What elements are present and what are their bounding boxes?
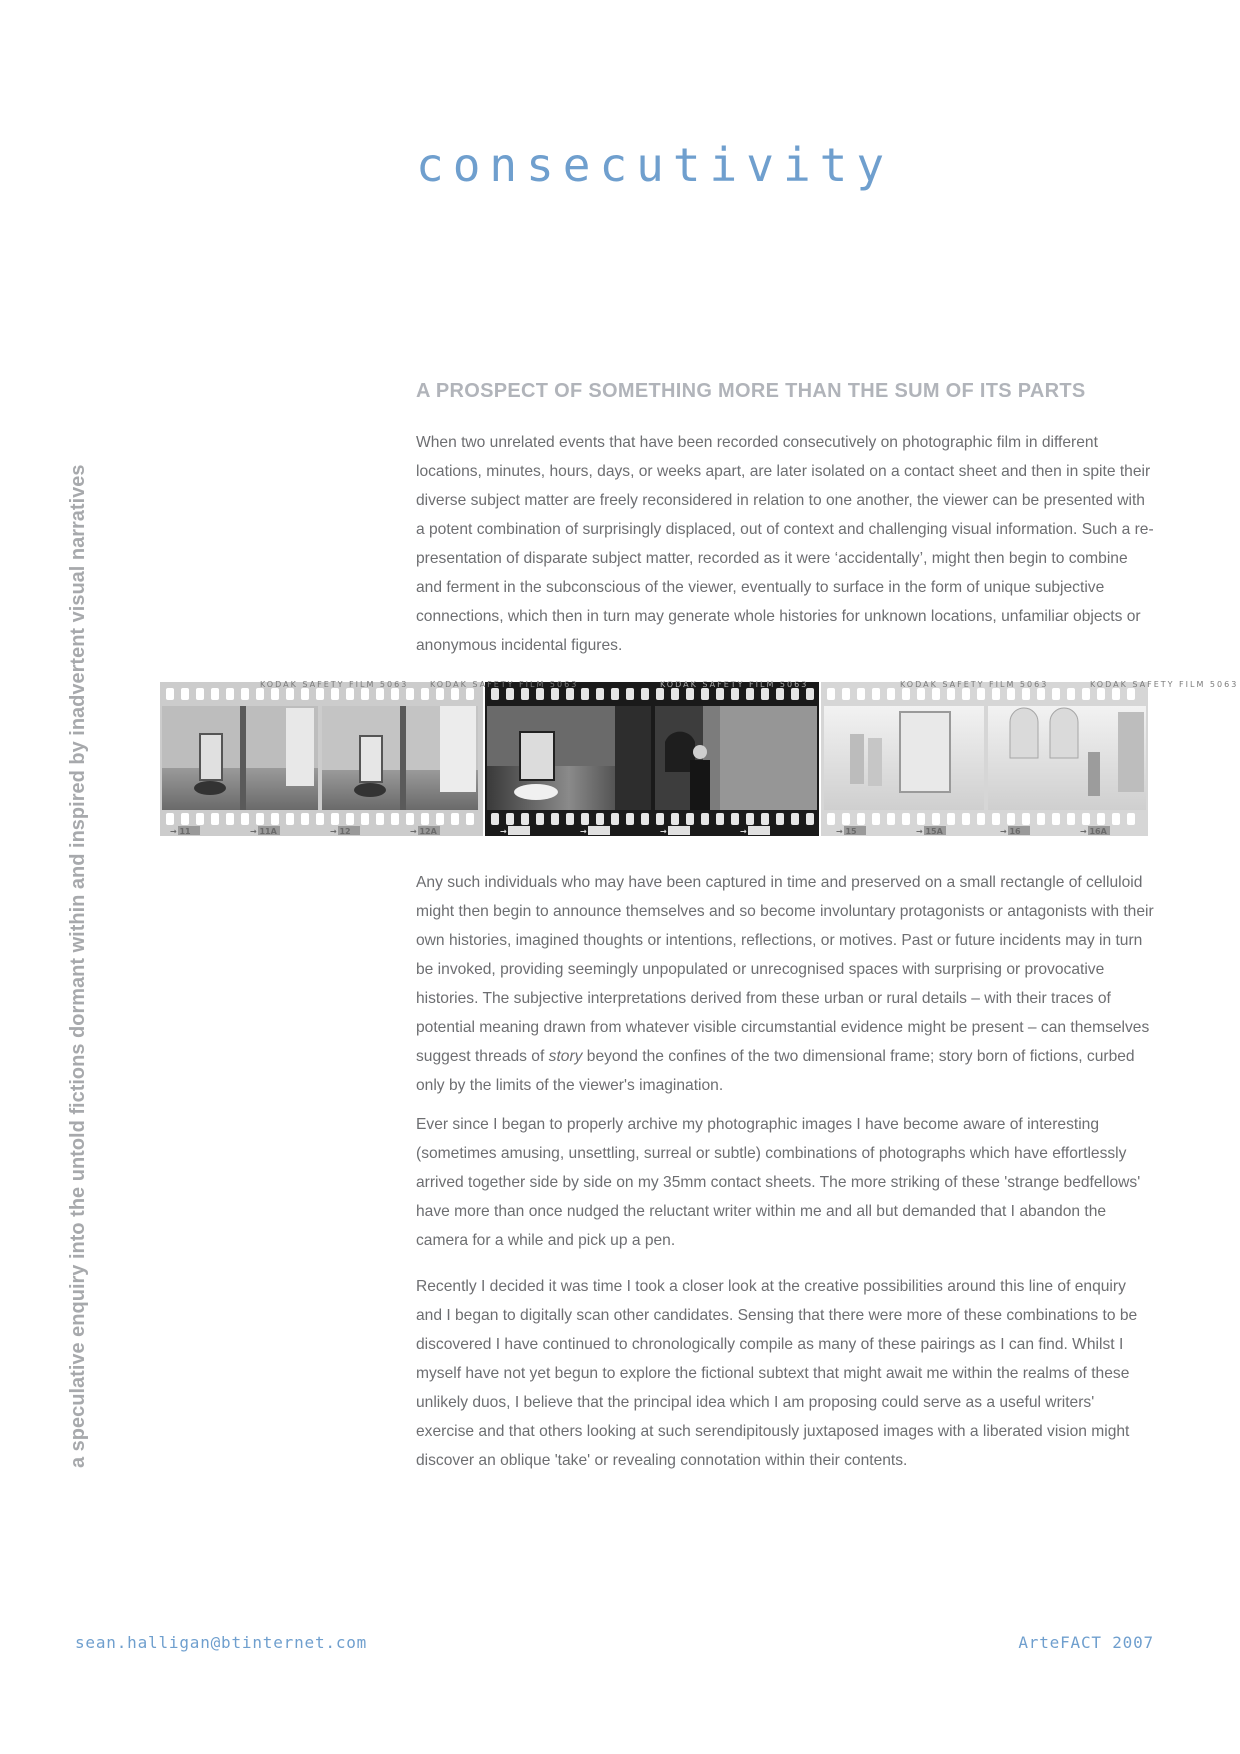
film-perforation [977,813,985,825]
film-perforation [1097,688,1105,700]
film-perforation [626,688,634,700]
film-perforation [716,813,724,825]
film-perforation [701,688,709,700]
film-perforation [671,688,679,700]
film-perforation [346,813,354,825]
body-paragraph-2-part-1: Any such individuals who may have been captured in time and preserved on a small rectangle of celluloid might then begin to announce themselves and so become involuntary protagonists or antagonists with their own histories, imagined thoughts or intentions, reflections, or motives. Past or future incidents may in turn be invoked, providing seemingly unpopulated or unrecognised spaces with surprising or provocative histories. The subjective interpretations derived from these urban or rural details – with their traces of potential meaning drawn from whatever visible circumstantial evidence might be present – can themselves suggest threads of [416,874,1154,1065]
film-perforation [977,688,985,700]
film-perforation [196,813,204,825]
film-perforation [1037,688,1045,700]
film-perforation [641,813,649,825]
film-perforation [656,813,664,825]
film-perforation [181,813,189,825]
film-perforation [361,813,369,825]
film-perforation [1127,813,1135,825]
film-edge-text: KODAK SAFETY FILM 5063 [1090,680,1239,689]
film-perforation [566,813,574,825]
film-perforation [746,813,754,825]
film-perforation [641,688,649,700]
film-perforation [887,813,895,825]
film-frame-number: → 13 [500,827,521,836]
film-perforation [241,813,249,825]
film-perforation [791,813,799,825]
film-perforation [947,688,955,700]
film-perforation [536,688,544,700]
film-perforation [992,688,1000,700]
film-frame-number: → 16 [1000,827,1021,836]
contact-email: sean.halligan@btinternet.com [75,1633,368,1652]
film-photo-3 [487,706,651,810]
film-perforation [902,688,910,700]
film-perforation [391,813,399,825]
film-photo-6 [988,706,1146,810]
film-perforation [842,813,850,825]
film-perforation [731,688,739,700]
film-perforation [842,688,850,700]
film-perforation [491,813,499,825]
film-perforation [902,813,910,825]
film-perforation [466,688,474,700]
film-edge-text: KODAK SAFETY FILM 5063 [430,680,579,689]
film-strip-1 [160,682,483,836]
film-perforation [701,813,709,825]
film-perforation [391,688,399,700]
film-perforation [436,813,444,825]
film-perforation [331,813,339,825]
film-photo-2 [322,706,478,810]
film-perforation [1097,813,1105,825]
film-perforation [962,688,970,700]
film-perforation [376,688,384,700]
film-perforation [857,813,865,825]
film-perforation [581,813,589,825]
film-perforation [301,813,309,825]
film-edge-labels [260,680,1238,689]
film-perforation [256,813,264,825]
film-perforation [686,688,694,700]
film-perforation [656,688,664,700]
film-perforation [181,688,189,700]
vertical-tagline: a speculative enquiry into the untold fictions dormant within and inspired by inadvertent visual narratives [67,464,89,1468]
film-perforation [746,688,754,700]
film-perforation [406,813,414,825]
film-perforation [1022,688,1030,700]
film-perforation [361,688,369,700]
film-perforation [421,813,429,825]
film-frame-number: → 13A [580,827,607,836]
film-perforation [436,688,444,700]
film-perforation [1037,813,1045,825]
film-perforation [827,813,835,825]
film-perforation [917,813,925,825]
film-perforation [1082,688,1090,700]
film-perforation [196,688,204,700]
film-strip-3 [821,682,1148,836]
film-perforation [872,813,880,825]
film-perforation [761,688,769,700]
film-perforation [376,813,384,825]
film-perforation [331,688,339,700]
film-perforation [611,813,619,825]
body-paragraph-4: Recently I decided it was time I took a closer look at the creative possibilities around this line of enquiry and I began to digitally scan other candidates. Sensing that there were more of these combinations to be discovered I have continued to chronologically compile as many of these pairings as I can find. Whilst I myself have not yet begun to explore the fictional subtext that might await me within the realms of these unlikely duos, I believe that the principal idea which I am proposing could serve as a useful writers' exercise and that others looking at such serendipitously juxtaposed images with a liberated vision might discover an oblique 'take' or revealing connotation within their contents. [416,1278,1138,1469]
film-perforation [716,688,724,700]
film-edge-text: KODAK SAFETY FILM 5063 [660,680,809,689]
film-perforation [211,813,219,825]
story-emphasis: story [548,1048,583,1065]
film-frame-number: → 11A [250,827,277,836]
section-heading: A PROSPECT OF SOMETHING MORE THAN THE SUM OF ITS PARTS [416,380,1086,402]
film-perforation [1007,813,1015,825]
film-perforation [241,688,249,700]
body-paragraph-2-part-2: beyond the confines of the two dimensional frame; story born of fictions, curbed only by the limits of the viewer's imagination. [416,1048,1135,1094]
film-perforation [226,813,234,825]
film-perforation [806,813,814,825]
film-perforation [286,813,294,825]
film-photo-4 [655,706,817,810]
film-perforation [466,813,474,825]
film-perforation [596,688,604,700]
body-paragraph-1: When two unrelated events that have been recorded consecutively on photographic film in different locations, minutes, hours, days, or weeks apart, are later isolated on a contact sheet and then in spite their diverse subject matter are freely reconsidered in relation to one another, the viewer can be presented with a potent combination of surprisingly displaced, out of context and challenging visual information. Such a re-presentation of disparate subject matter, recorded as it were ‘accidentally’, might then begin to combine and ferment in the subconscious of the viewer, eventually to surface in the form of unique subjective connections, which then in turn may generate whole histories for unknown locations, unfamiliar objects or anonymous incidental figures. [416,434,1154,654]
film-perforation [226,688,234,700]
film-perforation [536,813,544,825]
film-perforation [791,688,799,700]
film-perforation [917,688,925,700]
film-perforation [887,688,895,700]
film-frame-number: → 12A [410,827,437,836]
film-strip-image [160,680,1239,836]
film-perforation [421,688,429,700]
film-perforation [581,688,589,700]
film-photo-5 [824,706,984,810]
film-perforation [256,688,264,700]
film-perforation [271,813,279,825]
film-edge-text: KODAK SAFETY FILM 5063 [900,680,1049,689]
film-perforation [872,688,880,700]
film-perforation [932,688,940,700]
footer-credit: ArteFACT 2007 [1018,1633,1154,1652]
film-perforation [166,688,174,700]
film-frame-number: → 15A [916,827,943,836]
film-perforation [992,813,1000,825]
film-perforation [857,688,865,700]
film-perforation [506,688,514,700]
film-perforation [316,688,324,700]
film-perforation [932,813,940,825]
film-frame-number: → 16A [1080,827,1107,836]
body-paragraph-2 [416,868,1156,1100]
film-perforation [827,688,835,700]
film-perforation [596,813,604,825]
film-perforation [1082,813,1090,825]
film-perforation [776,813,784,825]
film-perforation [962,813,970,825]
film-photo-1 [162,706,318,810]
film-perforation [406,688,414,700]
film-perforation [1067,688,1075,700]
film-perforation [686,813,694,825]
page-title: consecutivity [416,138,894,192]
film-perforation [1052,813,1060,825]
film-perforation [271,688,279,700]
film-perforation [761,813,769,825]
film-perforation [286,688,294,700]
film-perforation [1067,813,1075,825]
film-perforation [521,688,529,700]
film-perforation [451,688,459,700]
film-perforation [731,813,739,825]
film-perforation [566,688,574,700]
film-perforation [551,813,559,825]
body-paragraph-3: Ever since I began to properly archive my photographic images I have become aware of interesting (sometimes amusing, unsettling, surreal or subtle) combinations of photographs which have effortlessly arrived together side by side on my 35mm contact sheets. The more striking of these 'strange bedfellows' have more than once nudged the reluctant writer within me and all but demanded that I abandon the camera for a while and pick up a pen. [416,1116,1141,1249]
film-perforation [1052,688,1060,700]
film-perforation [1127,688,1135,700]
film-perforation [521,813,529,825]
film-perforation [611,688,619,700]
film-perforation [1007,688,1015,700]
film-perforation [166,813,174,825]
film-frame-number: → 12 [330,827,351,836]
film-perforation [301,688,309,700]
film-perforation [671,813,679,825]
film-frame-number: → 14A [740,827,767,836]
film-perforation [211,688,219,700]
film-perforation [1022,813,1030,825]
film-perforation [451,813,459,825]
film-perforation [506,813,514,825]
film-perforation [776,688,784,700]
film-frame-number: → 15 [836,827,857,836]
film-perforation [1112,688,1120,700]
film-perforation [551,688,559,700]
film-edge-text: KODAK SAFETY FILM 5063 [260,680,409,689]
film-perforation [626,813,634,825]
film-perforation [346,688,354,700]
film-strip-2 [485,682,819,836]
film-frame-number: → 11 [170,827,191,836]
film-perforation [806,688,814,700]
film-perforation [947,813,955,825]
film-frame-number: → 14 [660,827,681,836]
film-perforation [1112,813,1120,825]
film-perforation [491,688,499,700]
film-perforation [316,813,324,825]
